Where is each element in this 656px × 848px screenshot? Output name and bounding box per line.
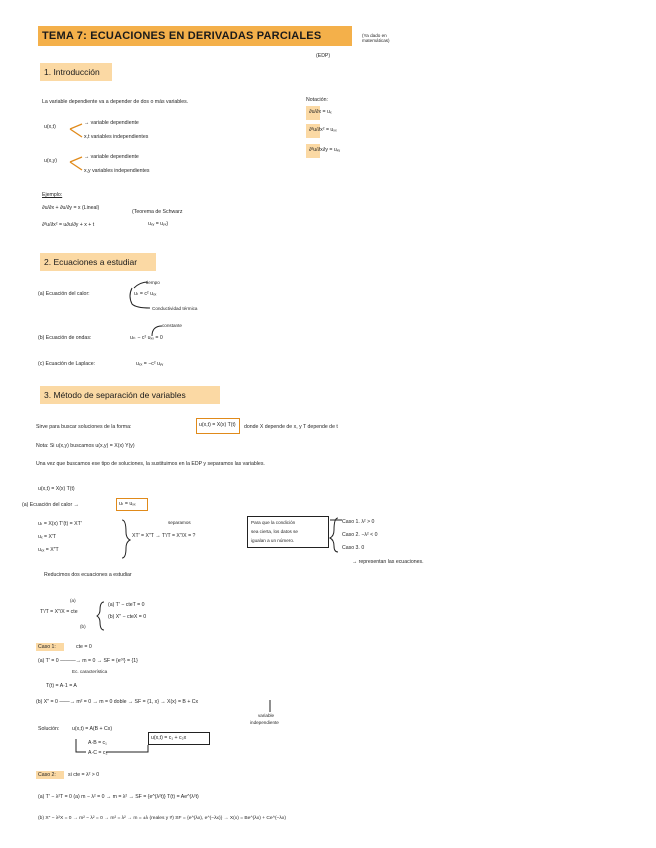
caso1-b-line: (b) X″ = 0 ——→ m² = 0 → m = 0 doble → SF = {1, x} → X(x) = B + Cx	[36, 699, 199, 705]
section-heading-intro: 1. Introducción	[40, 63, 112, 81]
section-heading-method: 3. Método de separación de variables	[40, 386, 220, 404]
heat-note-top: tiempo	[146, 280, 160, 285]
system-2: (b) X″ − cteX = 0	[108, 614, 147, 620]
method-heat-label: (a) Ecuación del calor →	[22, 502, 79, 508]
heat-label: (a) Ecuación del calor:	[38, 291, 90, 297]
box-note-1: Para que la condición	[251, 520, 296, 525]
method-line1-b: donde X depende de x, y T depende de t	[244, 424, 338, 430]
wave-note: constante	[162, 323, 182, 328]
ratio-top: (a)	[70, 598, 76, 603]
example-label: Ejemplo:	[42, 192, 63, 198]
heat-note-bottom: Conductividad térmica	[152, 306, 198, 311]
method-line1-a: Sirve para buscar soluciones de la forma:	[36, 424, 132, 430]
caso2-label: Caso 2:	[38, 772, 56, 778]
method-line4: u(x,t) = X(x) T(t)	[38, 486, 75, 492]
caso1-sol-box: u(x,t) = c₁ + c₂x	[151, 735, 187, 741]
intro-line: La variable dependiente va a depender de dos o más variables.	[42, 99, 189, 105]
method-line3: Una vez que buscamos ese tipo de soluciones, la sustituimos en la EDP y separamos las variables.	[36, 461, 265, 467]
notation-1: ∂u/∂x = uₓ	[309, 109, 332, 115]
example-note-1: (Teorema de Schwarz	[132, 209, 183, 215]
caso1-t-sol: T(t) = A·1 = A	[46, 683, 77, 689]
method-line2: Nota: Si u(x,y) buscamos u(x,y) = X(x) Y(y)	[36, 443, 135, 449]
u2-ind: x,y variables independientes	[84, 168, 150, 174]
page-title: TEMA 7: ECUACIONES EN DERIVADAS PARCIALES	[38, 26, 352, 46]
example-2: ∂²u/∂x² = u∂u/∂y + x + t	[42, 222, 95, 228]
system-1: (a) T′ − cteT = 0	[108, 602, 145, 608]
sep-eq: XT′ = X″T → T′/T = X″/X = ?	[132, 533, 196, 539]
caso1-a-line: (a) T′ = 0 ———→ m = 0 → SF = {e⁰ᵗ} = {1}	[38, 658, 138, 664]
acronym: (EDP)	[316, 53, 331, 59]
case1-label: Caso 1. λ² > 0	[342, 519, 375, 525]
caso1-a-note: Ec. característica	[72, 669, 108, 674]
box-note-2: sea cierta, los datos se	[251, 529, 298, 534]
method-line1-box: u(x,t) = X(x) T(t)	[199, 422, 236, 428]
laplace-eq: uₓₓ = −c² uᵧᵧ	[136, 361, 164, 367]
case3-label: Caso 3. 0	[342, 545, 365, 551]
wave-eq: uₜₜ − c² uₓₓ = 0	[130, 335, 163, 341]
caso2-a-line: (a) T′ − λ²T = 0 (a) m − λ² = 0 → m = λ² → SF = {e^(λ²t)} T(t) = Ae^(λ²t)	[38, 794, 199, 800]
example-note-2: uₓᵧ = uᵧₓ)	[148, 221, 169, 227]
notation-3: ∂²u/∂x∂y = uₓᵧ	[309, 147, 341, 153]
laplace-label: (c) Ecuación de Laplace:	[38, 361, 96, 367]
notation-2: ∂²u/∂x² = uₓₓ	[309, 127, 337, 133]
case2-label: Caso 2. −λ² < 0	[342, 532, 378, 538]
side-note: (Ya dado en matemáticas)	[362, 33, 390, 44]
caso1-sol-label: Solución:	[38, 726, 60, 732]
method-heat-box: uₜ = uₓₓ	[119, 501, 136, 507]
u2-dep: → variable dependiente	[84, 154, 139, 160]
caso1-b-note-2: independiente	[250, 720, 279, 725]
wave-label: (b) Ecuación de ondas:	[38, 335, 92, 341]
caso1-c2: A·C = c₂	[88, 750, 108, 756]
ratio-eq: T′/T = X″/X = cte	[40, 609, 78, 615]
u1-dep: → variable dependiente	[84, 120, 139, 126]
u2-fn: u(x,y)	[44, 158, 57, 164]
caso1-cond: cte = 0	[76, 644, 92, 650]
caso2-b-line: (b) X″ − λ²X = 0 → m² − λ² = 0 → m² = λ² → m = ±λ (reales y ≠) SF = {e^(λx), e^(−λx)} → X(x) = Be^(λx) + Ce^(−λx)	[38, 816, 286, 821]
ut-line: uₜ = X(x) T′(t) = XT′	[38, 521, 82, 527]
cases-note: → representan las ecuaciones.	[352, 559, 424, 565]
ux-line: uₓ = X′T	[38, 534, 57, 540]
caso1-label: Caso 1:	[38, 644, 56, 650]
caso1-sol: u(x,t) = A(B + Cx)	[72, 726, 113, 732]
u1-fn: u(x,t)	[44, 124, 56, 130]
heat-eq: uₜ = c² uₓₓ	[134, 291, 157, 297]
ratio-bot: (b)	[80, 624, 86, 629]
caso2-cond: si cte = λ² > 0	[68, 772, 100, 778]
u1-ind: x,t variables independientes	[84, 134, 149, 140]
caso1-c1: A·B = c₁	[88, 740, 107, 746]
sep-label: separamos	[168, 520, 191, 525]
uxx-line: uₓₓ = X″T	[38, 547, 59, 553]
notation-label: Notación:	[306, 97, 328, 103]
caso1-b-note-1: variable	[258, 713, 275, 718]
box-note-3: igualan a un número.	[251, 538, 295, 543]
example-1: ∂u/∂x + ∂u/∂y = x (Lineal)	[42, 205, 100, 211]
section-heading-equations: 2. Ecuaciones a estudiar	[40, 253, 156, 271]
reduce-line: Reducimos dos ecuaciones a estudiar	[44, 572, 132, 578]
